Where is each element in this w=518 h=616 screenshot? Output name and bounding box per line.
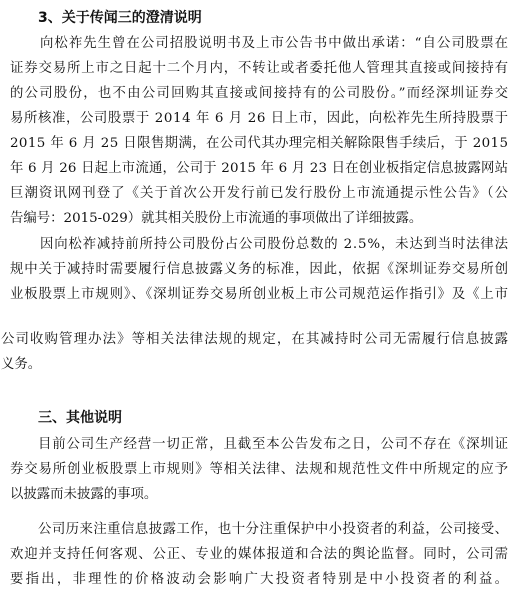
text-line: 欢迎并支持任何客观、公正、专业的媒体报道和合法的舆论监督。同时，公司需 [10, 547, 509, 562]
text-line: 2015 年 6 月 25 日限售期满，在公司代其办理完相关解除限售手续后，于 2015 [10, 136, 509, 151]
text-line: 以披露而未披露的事项。 [10, 487, 158, 502]
text-line: 易所核准，公司股票于 2014 年 6 月 26 日上市，因此，向松祚先生所持股票于 [10, 111, 509, 126]
text-line: 义务。 [1, 357, 42, 372]
text-line: 年 6 月 26 日起上市流通，公司于 2015 年 6 月 23 日在创业板指定信息披露网站 [10, 161, 509, 176]
section-heading-rumor-three: 3、关于传闻三的澄清说明 [38, 10, 202, 26]
text-line: 要指出，非理性的价格波动会影响广大投资者特别是中小投资者的利益。 [10, 572, 511, 587]
text-line: 公司历来注重信息披露工作，也十分注重保护中小投资者的利益，公司接受、 [38, 522, 509, 537]
text-line: 的公司股份，也不由公司回购其直接或间接持有的公司股份。”而经深圳证券交 [10, 86, 510, 101]
text-line: 公司收购管理办法》等相关法律法规的规定，在其减持时公司无需履行信息披露 [1, 332, 510, 347]
text-line: 目前公司生产经营一切正常，且截至本公告发布之日，公司不存在《深圳证 [38, 437, 509, 452]
section-heading-other-notes: 三、其他说明 [38, 410, 122, 426]
text-line: 因向松祚减持前所持公司股份占公司股份总数的 2.5%，未达到当时法律法 [40, 237, 509, 252]
text-line: 巨潮资讯网刊登了《关于首次公开发行前已发行股份上市流通提示性公告》（公 [10, 186, 510, 201]
text-line: 向松祚先生曾在公司招股说明书及上市公告书中做出承诺：“自公司股票在 [40, 36, 510, 51]
text-line: 业板股票上市规则》、《深圳证券交易所创业板上市公司规范运作指引》及《上市 [10, 287, 509, 302]
text-line: 证券交易所上市之日起十二个月内，不转让或者委托他人管理其直接或间接持有 [10, 61, 509, 76]
text-line: 券交易所创业板股票上市规则》等相关法律、法规和规范性文件中所规定的应予 [10, 462, 509, 477]
text-line: 规中关于减持时需要履行信息披露义务的标准，因此，依据《深圳证券交易所创 [10, 262, 509, 277]
text-line: 告编号：2015-029）就其相关股份上市流通的事项做出了详细披露。 [10, 211, 423, 226]
